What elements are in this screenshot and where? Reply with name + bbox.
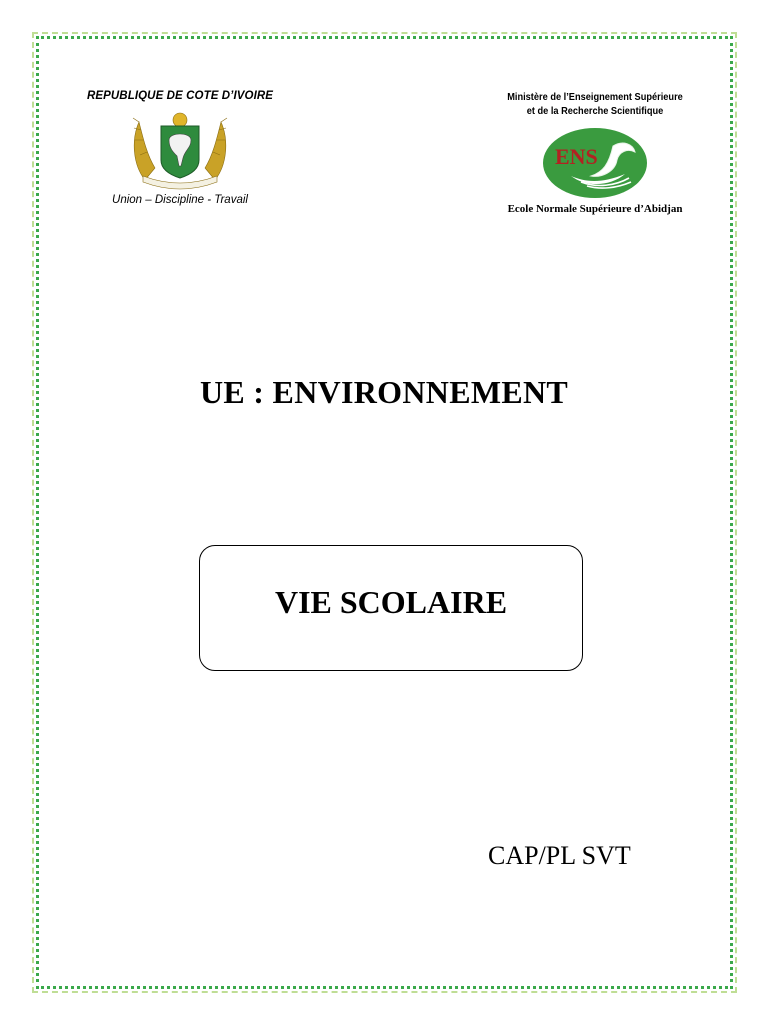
ens-logo-icon bbox=[541, 126, 649, 200]
course-title-box bbox=[199, 545, 583, 671]
ministry-line-2: et de la Recherche Scientifique bbox=[526, 105, 664, 117]
school-name: Ecole Normale Supérieure d’Abidjan bbox=[507, 203, 683, 215]
program-label: CAP/PL SVT bbox=[488, 841, 631, 870]
ministry-line-1: Ministère de l’Enseignement Supérieure bbox=[507, 91, 683, 103]
national-motto: Union – Discipline - Travail bbox=[112, 194, 248, 206]
ue-title: UE : ENVIRONNEMENT bbox=[199, 374, 569, 410]
right-header bbox=[470, 90, 720, 215]
coat-of-arms-icon bbox=[125, 110, 235, 192]
left-header bbox=[70, 90, 290, 206]
course-title: VIE SCOLAIRE bbox=[274, 583, 508, 620]
ens-logo-text: ENS bbox=[555, 144, 598, 169]
country-name: REPUBLIQUE DE COTE D’IVOIRE bbox=[86, 90, 274, 102]
